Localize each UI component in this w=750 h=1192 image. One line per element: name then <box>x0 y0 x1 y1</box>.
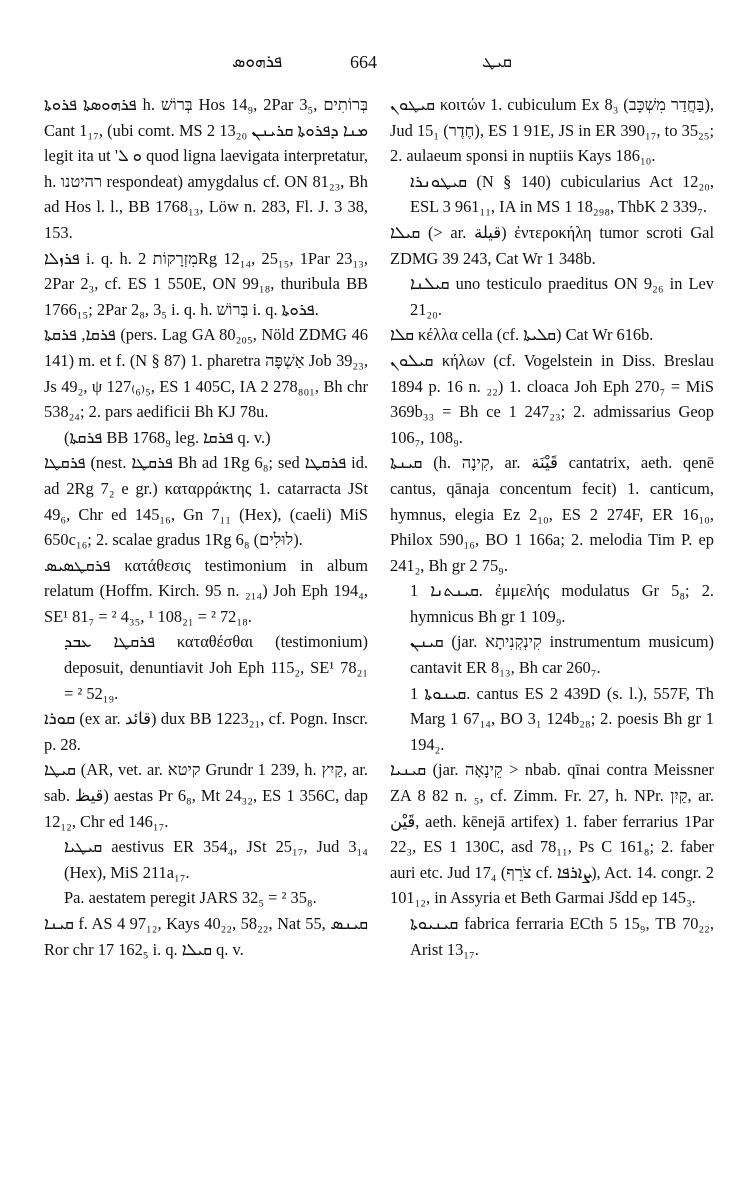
dictionary-entry: ܦܪܩܛܣܝܣ κατάθεσις testimonium in album relatum (Hoffm. Kirch. 95 n. ₂₁₄) Joh Eph 194₄, SE¹ 81₇ = ² 4₃₅, ¹ 108₂₁ = ² 72₁₈. <box>44 555 368 626</box>
dictionary-entry: ܦܪܙܠܐ i. q. h. מִזְרָקוֹת 2Rg 12₁₄, 25₁₅, 1Par 23₁₃, 2Par 2₃, cf. ES 1 550E, ON 99₁₈, thuribula BB 1766₁₅; 2Par 2₈, 3₅ i. q. h. בְּרוֹשׁ i. q. ܦܪܘܬܐ. <box>44 248 368 319</box>
page-number: 664 <box>350 52 377 72</box>
dictionary-entry: ܩܝܢܬܢܐ 1. ἐμμελής modulatus Gr 5₈; 2. hymnicus Bh gr 1 109₉. <box>410 581 714 626</box>
dictionary-entry: ܦܪܩܛܐ (nest. ܦܪܩܛܐ Bh ad 1Rg 6₈; sed ܦܪܩܛܐ id. ad 2Rg 7₂ e gr.) καταρράκτης 1. catarracta JSt 49₆, Chr ed 145₁₆, Gn 7₁₁ (Hex), (caeli) MiS 650c₁₆; 2. scalae gradus 1Rg 6₈ (לוּלִים). <box>44 453 369 550</box>
dictionary-entry: ܩܝܢܝܘܬܐ fabrica ferraria ECth 5 15₉, TB 70₂₂, Arist 13₁₇. <box>410 914 714 959</box>
dictionary-entry: ܩܝܠܘܢ κήλων (cf. Vogelstein in Diss. Breslau 1894 p. 16 n. ₂₂) 1. cloaca Joh Eph 270₇ = MiS 369b₃₃ = Bh ce 1 247₂₃; 2. admissarius Geop 106₇, 108₉. <box>390 350 714 447</box>
page-header <box>0 52 750 80</box>
dictionary-entry: ܩܝܠܢܐ uno testiculo praeditus ON 9₂₆ in Lev 21₂₀. <box>410 274 714 319</box>
dictionary-entry: ܩܝܢܢ (jar. קִינְקְנִיתָא instrumentum musicum) cantavit ER 8₁₃, Bh car 260₇. <box>410 632 714 678</box>
dictionary-entry: ܩܝܢܝܐ (jar. קֵינָאָה > nbab. qīnai contra Meissner ZA 8 82 n. ₅, cf. Zimm. Fr. 27, h. NPr. קַיִן, ar. قَيْن, aeth. kēnejā artifex) 1. faber ferrarius 1Par 22₃, ES 1 130C, asd 78₁₁, Ps C 161₈; 2. faber auri etc. Jud 17₄ (צֹרֵף cf. ܨܐܪܦܐ), Act. 14. congr. 2 101₁₂, in Assyria et Beth Garmai Jšdd ep 145₃. <box>390 760 715 908</box>
dictionary-entry: ܩܝܢܬܐ (h. קִינָה, ar. قَيْنَة cantatrix, aeth. qenē cantus, qānaja concentum fecit) 1. canticum, hymnus, elegia Ez 2₁₀, ES 2 274F, ER 16₁₀, Philox 590₁₆, BO 1 166a; 2. melodia Tim P. ep 241₂, Bh gr 2 75₉. <box>390 453 714 575</box>
right-column <box>390 92 714 962</box>
header-guide-word-left: ܦܪܗܘܣ <box>232 52 283 72</box>
dictionary-entry: ܩܝܛܘܢܪܐ (N § 140) cubicularius Act 12₂₀, ESL 3 961₁₁, IA in MS 1 18₂₉₈, ThbK 2 339₇. <box>410 171 714 217</box>
dictionary-entry: ܩܘܪܐ (ex ar. قائد) dux BB 1223₂₁, cf. Pogn. Inscr. p. 28. <box>44 709 368 754</box>
dictionary-entry: Pa. aestatem peregit JARS 32₅ = ² 35₈. <box>64 888 317 908</box>
dictionary-entry: ܦܪܩܐ, ܦܪܩܬܐ (pers. Lag GA 80₂₀₅, Nöld ZDMG 46 141) m. et f. (N § 87) 1. pharetra אַשְׁפָּה Job 39₂₃, Js 49₂, ψ 127₍₆₎₅, ES 1 405C, IA 2 278₈₀₁, Bh chr 538₂₄; 2. pars aedificii Bh KJ 78u. <box>44 325 368 422</box>
dictionary-entry: ܩܝܠܐ (> ar. قيلة) ἐντεροκήλη tumor scroti Gal ZDMG 39 243, Cat Wr 1 348b. <box>390 222 714 268</box>
dictionary-entry: (ܦܪܩܬܐ BB 1768₉ leg. ܦܪܩܐ q. v.) <box>64 427 271 447</box>
dictionary-entry: ܩܝܛܘܢ κοιτών 1. cubiculum Ex 8₃ (בַּחֲדַר מִשְׁכָּב), Jud 15₁ (חֶדֶר), ES 1 91E, JS in ER 390₁₇, to 35₂₅; 2. aulaeum sponsi in nuptiis Kays 186₁₀. <box>390 95 715 166</box>
dictionary-entry: ܩܠܐ κέλλα cella (cf. ܩܠܝܬܐ) Cat Wr 616b. <box>390 325 654 345</box>
dictionary-entry: ܩܝܛܐ (AR, vet. ar. קיטא Grundr 1 239, h. קַיִץ, ar. sab. قيظ) aestas Pr 6₈, Mt 24₃₂, ES 1 356C, dap 12₁₂, Chr ed 146₁₇. <box>44 760 368 831</box>
dictionary-entry: ܦܪܩܛܐ ܥܒܕ καταθέσθαι (testimonium) deposuit, denuntiavit Joh Eph 115₂, SE¹ 78₂₁ = ² 52₁₉. <box>64 632 368 703</box>
left-column <box>44 92 368 962</box>
two-column-body <box>44 92 722 962</box>
header-guide-word-right: ܩܝܛ <box>482 52 512 72</box>
dictionary-entry: ܩܝܢܐ f. AS 4 97₁₂, Kays 40₂₂, 58₂₂, Nat 55, ܩܝܢܣ Ror chr 17 162₅ i. q. ܩܝܠܐ q. v. <box>44 914 368 959</box>
dictionary-entry: ܦܪܗܘܣܬܐ ܦܪܘܬܐ h. בְּרוֹשׁ Hos 14₉, 2Par 3₅, בְּרוֹתִים Cant 1₁₇, (ubi comt. MS 2 13₂₀ ܡܢܐ ܕܦܪܘܬܐ ܩܪܝܢܢ legit ita ut 'ܘ ܠ quod ligna laevigata interpretatur, h. רהיטנו respondeat) amygdalus cf. ON 81₂₃, Bh ad Hos l. l., BB 1768₁₃, Löw n. 283, Fl. J. 3 38, 153. <box>44 95 368 242</box>
dictionary-entry: ܩܝܛܝܐ aestivus ER 354₄, JSt 25₁₇, Jud 3₁₄ (Hex), MiS 211a₁₇. <box>64 837 368 882</box>
dictionary-entry: ܩܝܢܘܬܐ 1. cantus ES 2 439D (s. l.), 557F, Th Marg 1 67₁₄, BO 3₁ 124b₂₈; 2. poesis Bh gr 1 194₂. <box>410 683 714 754</box>
